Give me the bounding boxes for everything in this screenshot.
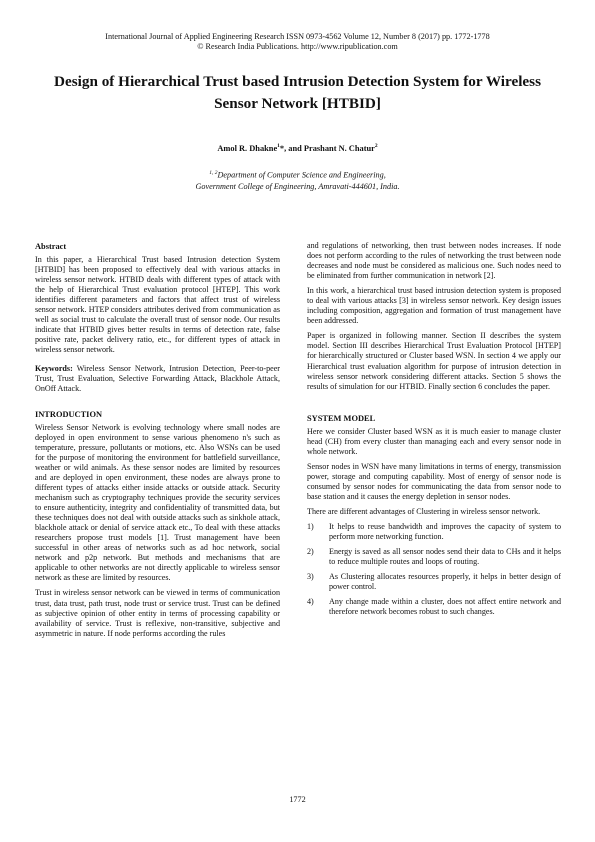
system-model-paragraph: There are different advantages of Clustering in wireless sensor network. xyxy=(307,507,541,517)
keywords-label: Keywords: xyxy=(35,363,73,373)
department-text: Department of Computer Science and Engineering, xyxy=(217,170,386,180)
list-item xyxy=(307,572,561,592)
publisher-header-line: © Research India Publications. http://www.ripublication.com xyxy=(197,42,398,51)
journal-header-line: International Journal of Applied Engineering Research ISSN 0973-4562 Volume 12, Number 8 (2017) pp. 1772-1778 xyxy=(105,32,490,41)
list-item-text: Energy is saved as all sensor nodes send their data to CHs and it helps to reduce multiple routes and loops of routing. xyxy=(329,547,561,567)
list-item-text: Any change made within a cluster, does not affect entire network and therefore network becomes robust to such changes. xyxy=(329,597,561,617)
page-number: 1772 xyxy=(289,795,306,804)
left-column xyxy=(35,242,280,644)
abstract-text: In this paper, a Hierarchical Trust based Intrusion detection System [HTBID] has been proposed to effectively deal with various attacks in wireless sensor network. HTBID deals with different types of attack with the help of Hierarchical Trust evaluation protocol [HTEP]. This work identifies different parameters and factors that affect trust of wireless sensor network. HTEP considers attributes derived from communication as well as social trust to calculate the overall trust of sensor node. Our results indicate that HTBID gives better results in terms of detection rate, false positive rate, packet delivery ratio, etc., for different types of attack in wireless sensor network. xyxy=(35,255,280,355)
author-name: Prashant N. Chatur xyxy=(303,143,375,153)
affiliation-department xyxy=(0,168,595,181)
abstract-heading: Abstract xyxy=(35,242,67,251)
author-affiliation-marker: 1 xyxy=(277,143,280,149)
introduction-paragraph: In this work, a hierarchical trust based intrusion detection system is proposed to deal with various attacks [3] in wireless sensor network. Key design issues including composition, aggregation and formation of trust management have been addressed. xyxy=(307,286,561,326)
right-column xyxy=(307,241,561,622)
introduction-paragraph: Paper is organized in following manner. Section II describes the system model. Section III describes Hierarchical Trust Evaluation Protocol [HTEP] for hierarchically structured or Cluster based WSN. In section 4 we apply our Hierarchical trust evaluation algorithm for purpose of intrusion detection in wireless sensor network considering different attacks. Section 5 shows the results of simulation for our HTBID. Finally section 6 concludes the paper. xyxy=(307,331,561,391)
author-name: Amol R. Dhakne xyxy=(217,143,278,153)
clustering-advantages-list xyxy=(307,522,561,617)
paper-title: Design of Hierarchical Trust based Intrusion Detection System for Wireless Sensor Network [HTBID] xyxy=(54,73,541,112)
keywords-text: Wireless Sensor Network, Intrusion Detection, Peer-to-peer Trust, Trust Evaluation, Selective Forwarding Attack, Blackhole Attack, OnOff Attack. xyxy=(35,363,280,393)
system-model-paragraph: Sensor nodes in WSN have many limitations in terms of energy, transmission power, storage and computing capability. Most of energy of sensor node is consumed by sensor nodes for communicating the data from sensor node to base station and it causes the energy depletion in sensor nodes. xyxy=(307,461,561,501)
introduction-heading: INTRODUCTION xyxy=(35,409,103,419)
introduction-paragraph: Wireless Sensor Network is evolving technology where small nodes are deployed in open environment to sense various phenomeno n's such as temperature, pressure, pollutants or motions, etc. Also WSNs can be used for the purpose of monitoring the environment for battlefield surveillance, weather or wild animals. As these sensor nodes are limited by resources and are deployed in open environment, these nodes are always prone to different types of attacks either inside attacks or outside attack. Security mechanism such as cryptography techniques provide the security services to ensure authenticity, integrity and confidentiality of transmitted data, but these techniques does not deal with outside attacks such as sinkhole attack, blackhole attack or denial of service attack etc., To deal with these attacks researchers propose trust models [1]. Trust management have been successful in other areas of networks such as ad hoc network, social network and p2p network. But methods and mechanisms that are applicable to other networks are not directly applicable to wireless sensor network as these are limited by resources. xyxy=(35,422,280,583)
list-item xyxy=(307,547,561,567)
system-model-heading: SYSTEM MODEL xyxy=(307,413,376,423)
introduction-paragraph: Trust in wireless sensor network can be viewed in terms of communication trust, data trust, path trust, node trust or service trust. Trust can be defined as subjective opinion of other entity in terms of processing capability or availability of service. Trust is reflexive, non-transitive, subjective and asymmetric in nature. If node performs according the rules xyxy=(35,588,280,638)
corresponding-author-marker: *, and xyxy=(279,143,304,153)
list-item-text: It helps to reuse bandwidth and improves the capacity of system to perform more networking function. xyxy=(329,522,561,542)
list-item-number: 4) xyxy=(307,597,314,607)
introduction-paragraph: and regulations of networking, then trust between nodes increases. If node does not perform according to the rules of networking the trust between node decreases and node must be considered as malicious one. Such nodes need to be eliminated from further communication in network [2]. xyxy=(307,241,561,281)
author-affiliation-marker: 2 xyxy=(374,143,378,149)
system-model-paragraph: Here we consider Cluster based WSN as it is much easier to manage cluster head (CH) from every cluster than managing each and every sensor node in whole network. xyxy=(307,426,561,456)
list-item-number: 1) xyxy=(307,522,314,532)
list-item-text: As Clustering allocates resources properly, it helps in better design of power control. xyxy=(329,572,561,592)
list-item xyxy=(307,597,561,617)
affiliation-institution: Government College of Engineering, Amravati-444601, India. xyxy=(195,182,400,191)
list-item-number: 2) xyxy=(307,547,314,557)
list-item xyxy=(307,522,561,542)
author-list xyxy=(0,143,595,153)
keywords xyxy=(35,364,280,394)
list-item-number: 3) xyxy=(307,572,314,582)
affiliation-marker: 1, 2 xyxy=(209,170,218,176)
